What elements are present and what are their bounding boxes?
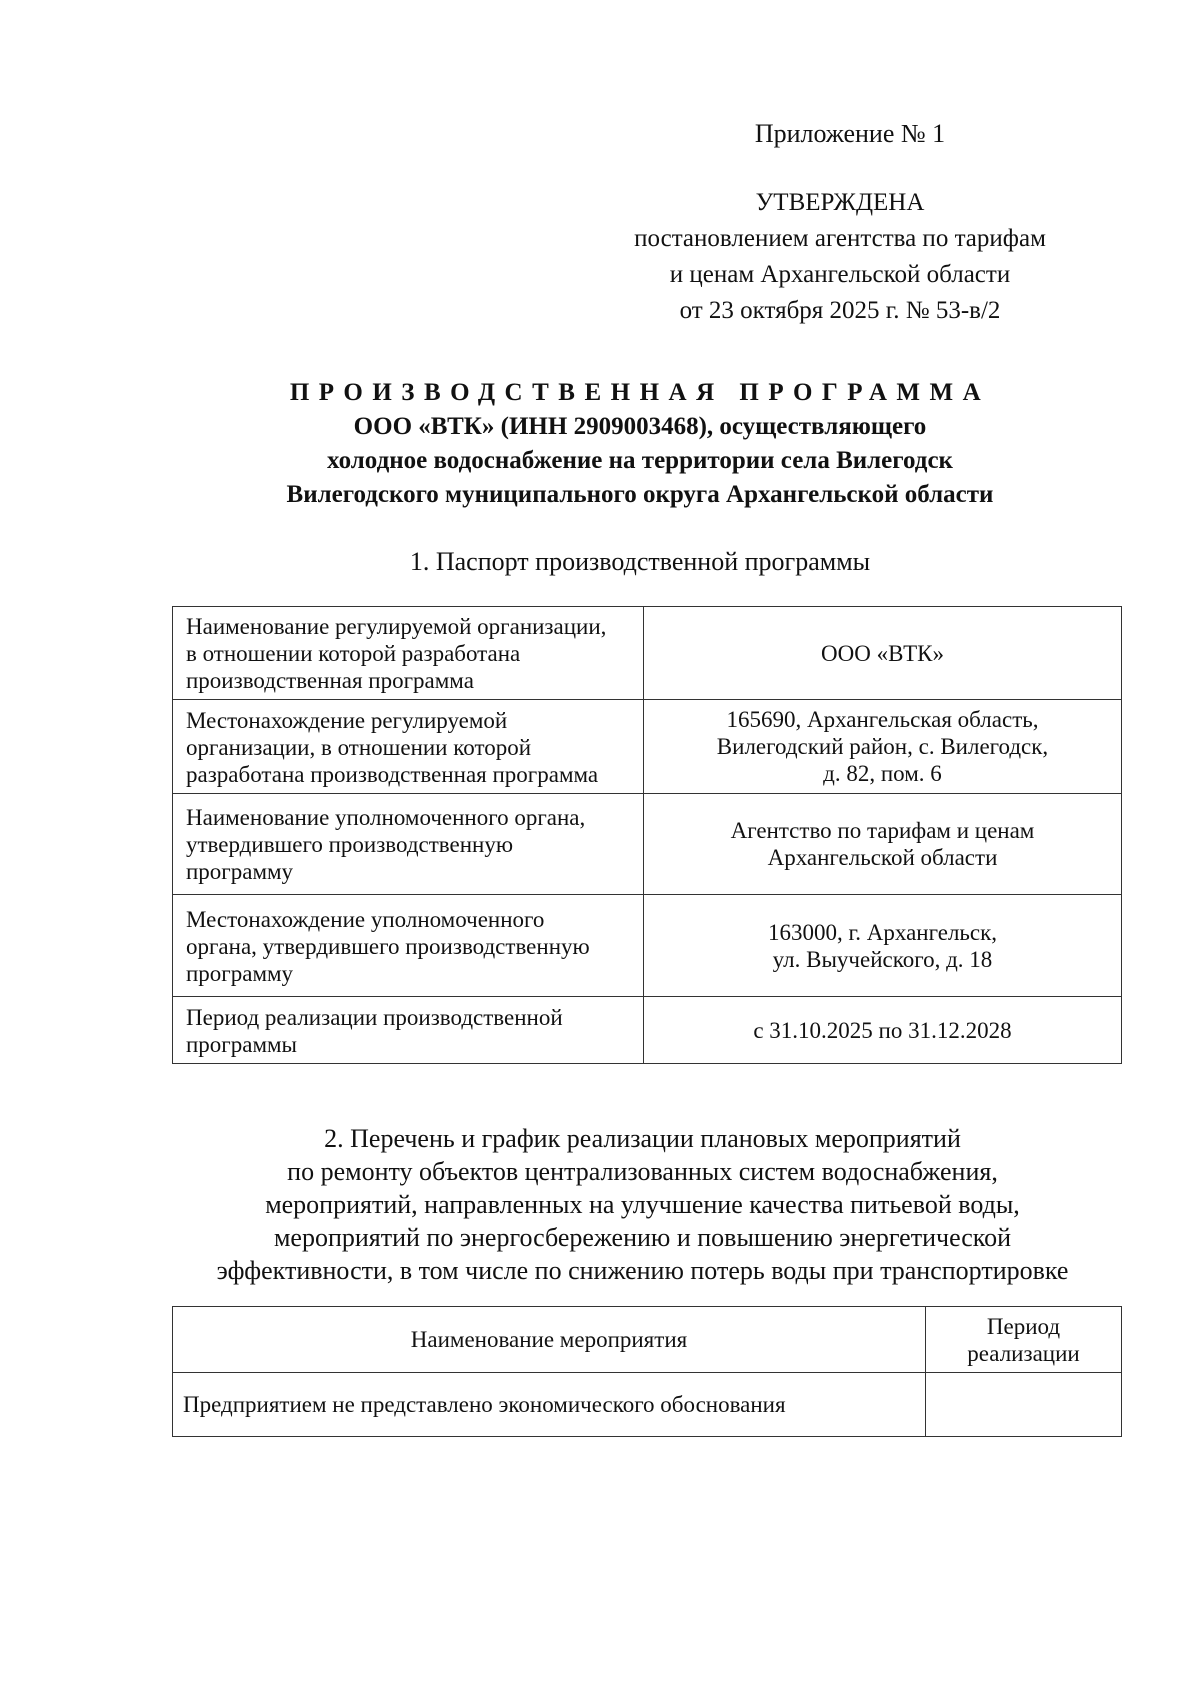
table-row	[173, 794, 1122, 895]
title-line-4: Вилегодского муниципального округа Архангельской области	[286, 481, 994, 508]
approved-date: от 23 октября 2025 г. № 53-в/2	[679, 297, 1001, 324]
passport-value: 163000, г. Архангельск, ул. Выучейского, д. 18	[643, 895, 1121, 997]
events-table	[172, 1306, 1122, 1437]
event-name: Предприятием не представлено экономического обоснования	[173, 1373, 926, 1437]
table-header-row	[173, 1307, 1122, 1373]
passport-label: Период реализации производственной программы	[173, 997, 644, 1064]
approved-heading: УТВЕРЖДЕНА	[755, 189, 925, 216]
passport-value: 165690, Архангельская область, Вилегодский район, с. Вилегодск, д. 82, пом. 6	[643, 700, 1121, 794]
table-row	[173, 700, 1122, 794]
passport-value: с 31.10.2025 по 31.12.2028	[643, 997, 1121, 1064]
passport-label: Наименование регулируемой организации, в отношении которой разработана производственная программа	[173, 607, 644, 700]
passport-value: Агентство по тарифам и ценам Архангельской области	[643, 794, 1121, 895]
approved-by-line1: постановлением агентства по тарифам	[634, 225, 1046, 252]
appendix-number: Приложение № 1	[754, 119, 946, 148]
table-row	[173, 607, 1122, 700]
passport-value: ООО «ВТК»	[643, 607, 1121, 700]
event-period	[926, 1373, 1122, 1437]
title-line-2: ООО «ВТК» (ИНН 2909003468), осуществляющего	[353, 413, 927, 440]
title-line-3: холодное водоснабжение на территории села Вилегодск	[327, 447, 953, 474]
section2-heading: 2. Перечень и график реализации плановых мероприятий по ремонту объектов централизованных систем водоснабжения, мероприятий, направленных на улучшение качества питьевой воды, мероприятий по энергосбережению и повышению энергетической эффективности, в том числе по снижению потерь воды при транспортировке	[216, 1124, 1069, 1285]
passport-table	[172, 606, 1122, 1064]
table-row	[173, 895, 1122, 997]
approval-stamp-text	[580, 185, 1100, 329]
column-header-period: Период реализации	[926, 1307, 1122, 1373]
title-main: ПРОИЗВОДСТВЕННАЯ ПРОГРАММА	[289, 379, 991, 406]
approved-by-line2: и ценам Архангельской области	[669, 261, 1011, 288]
section1-heading: 1. Паспорт производственной программы	[409, 547, 871, 576]
column-header-name: Наименование мероприятия	[173, 1307, 926, 1373]
passport-label: Местонахождение уполномоченного органа, утвердившего производственную программу	[173, 895, 644, 997]
table-row	[173, 997, 1122, 1064]
passport-label: Местонахождение регулируемой организации, в отношении которой разработана производственная программа	[173, 700, 644, 794]
table-row	[173, 1373, 1122, 1437]
passport-label: Наименование уполномоченного органа, утвердившего производственную программу	[173, 794, 644, 895]
document-title	[170, 376, 1110, 512]
